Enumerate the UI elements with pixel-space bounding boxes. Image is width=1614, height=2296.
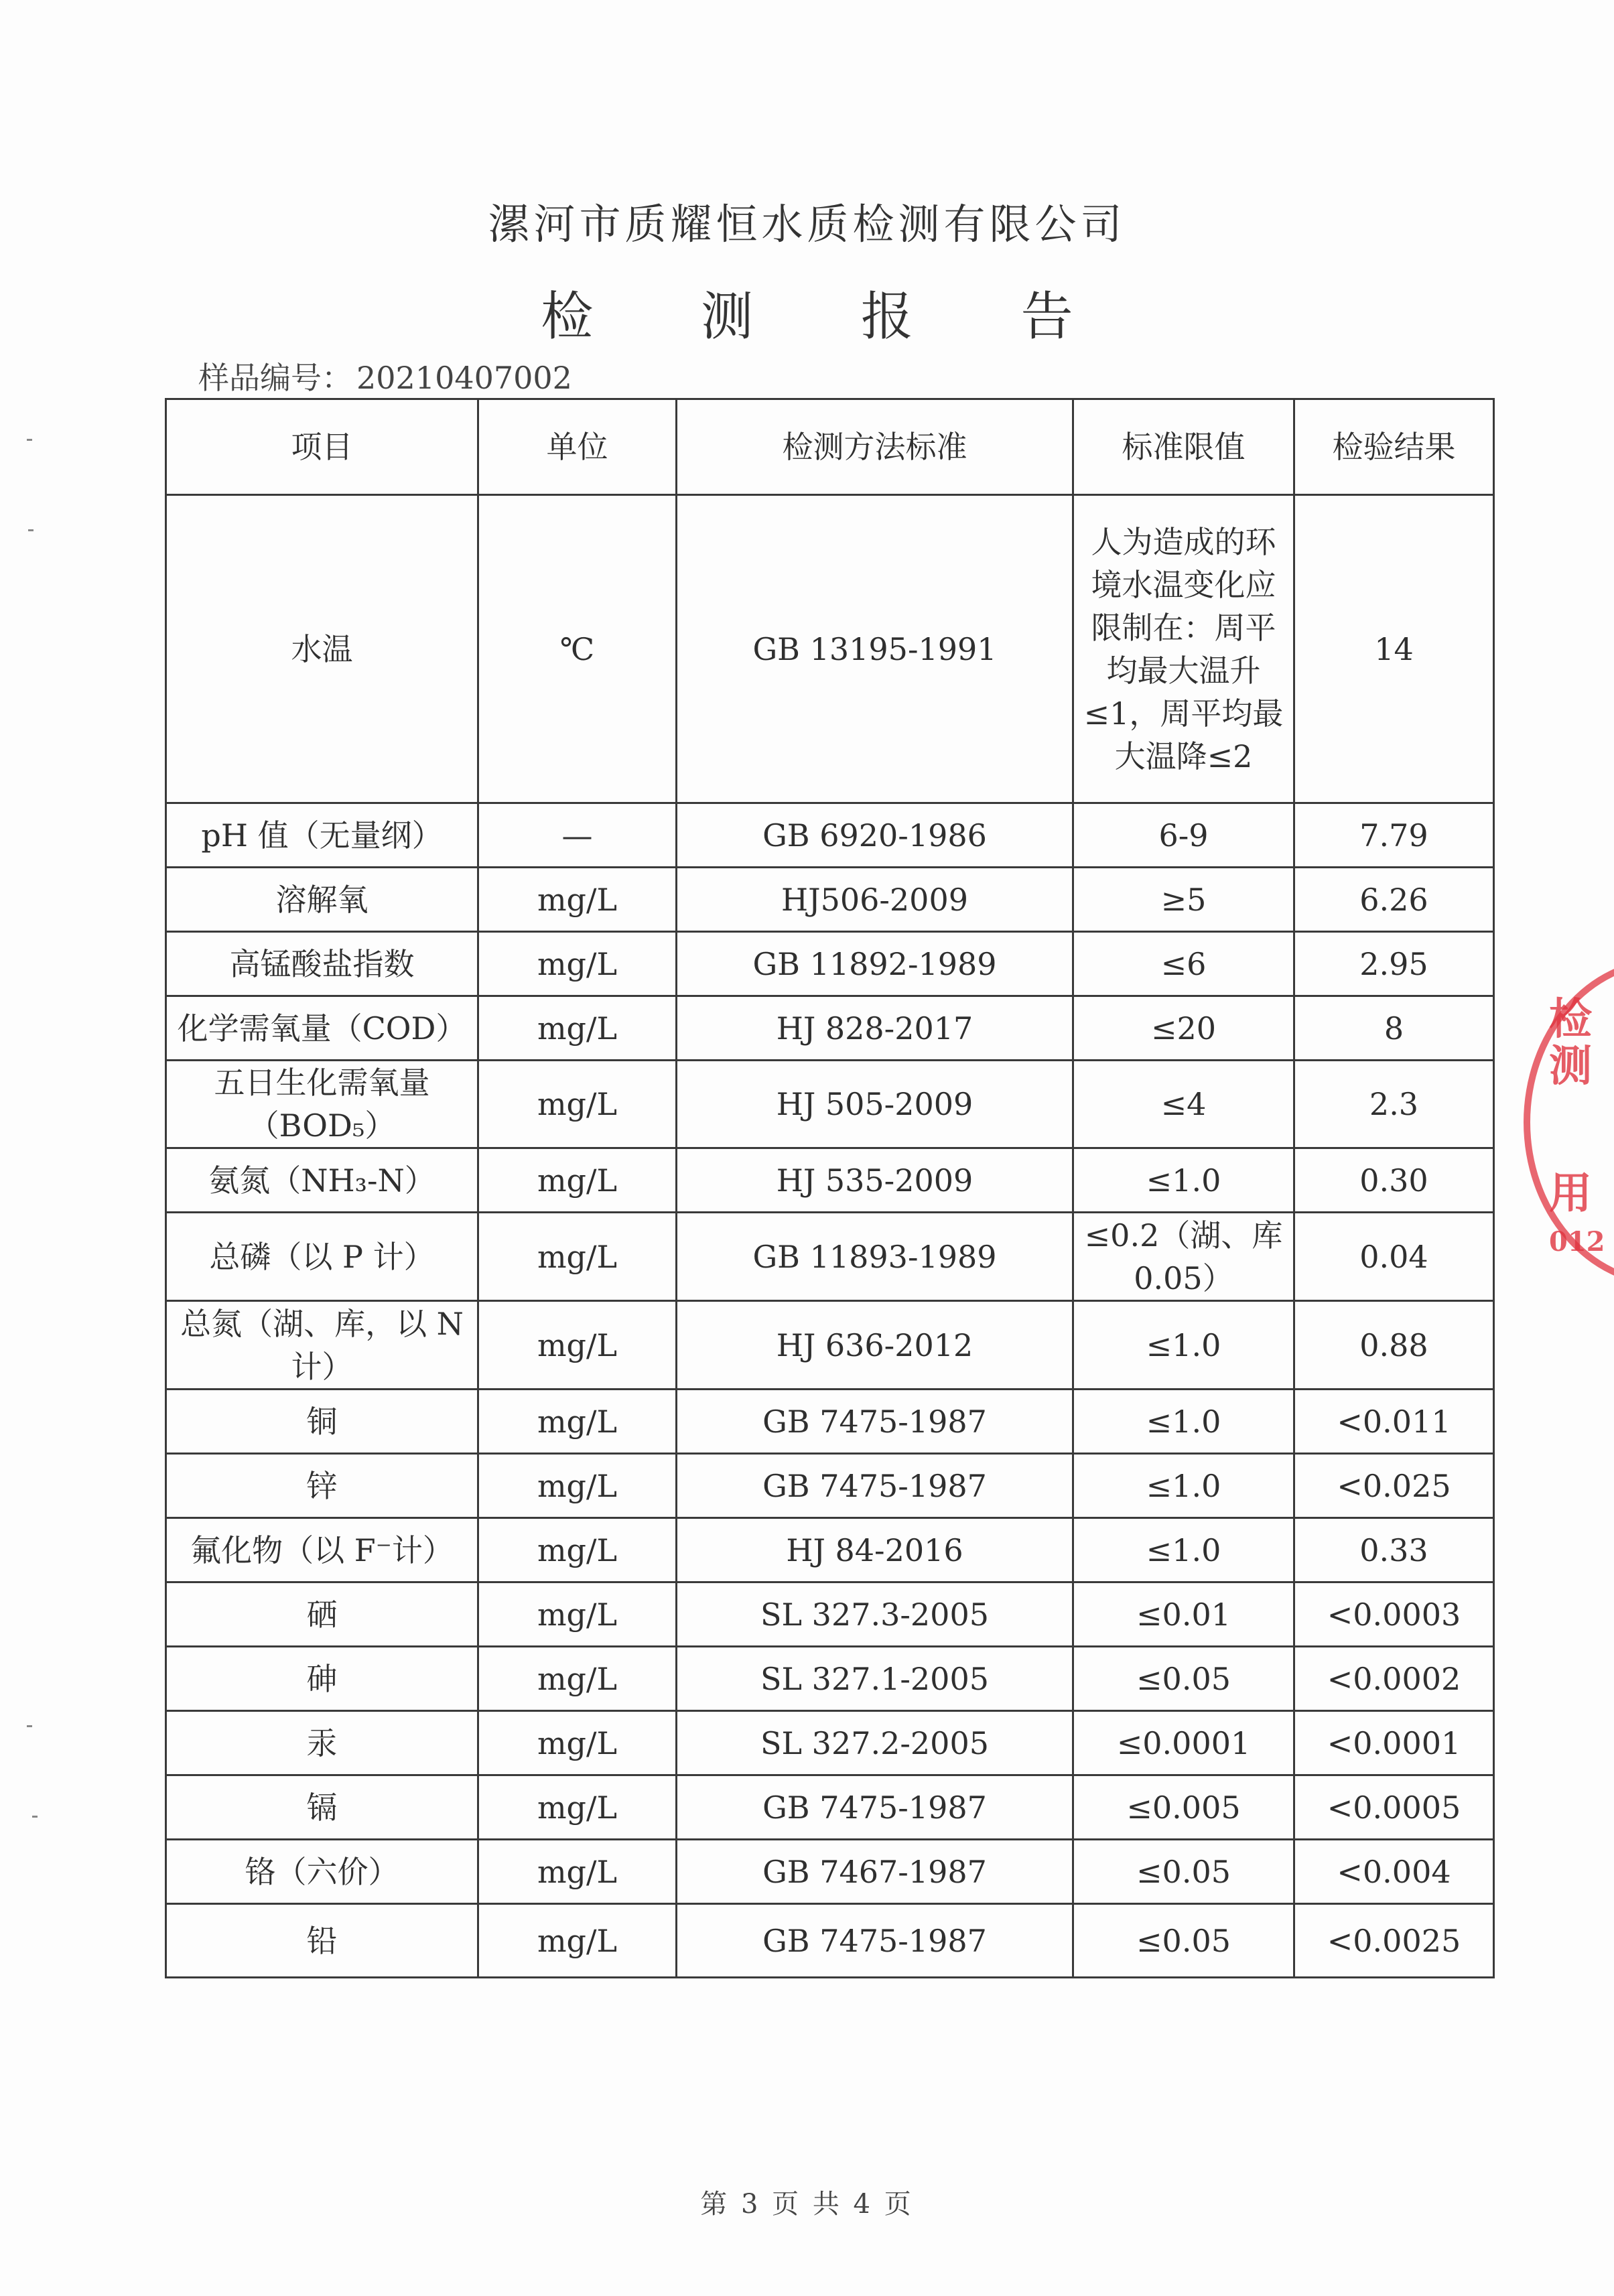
- table-body: [166, 495, 1494, 1978]
- cell-limit: ≤6: [1073, 932, 1294, 996]
- cell-method: GB 11892-1989: [677, 932, 1073, 996]
- cell-item: 铅: [166, 1904, 478, 1978]
- cell-limit: ≤0.05: [1073, 1647, 1294, 1711]
- cell-result: 0.04: [1294, 1213, 1494, 1301]
- cell-unit: mg/L: [478, 1711, 677, 1775]
- cell-method: GB 13195-1991: [677, 495, 1073, 803]
- cell-limit: 6-9: [1073, 803, 1294, 868]
- seal-text-4: 012: [1549, 1226, 1605, 1258]
- table-row: [166, 1213, 1494, 1301]
- cell-method: SL 327.3-2005: [677, 1582, 1073, 1647]
- col-header-result: 检验结果: [1294, 399, 1494, 495]
- cell-result: <0.0002: [1294, 1647, 1494, 1711]
- cell-item: 氨氮（NH₃-N）: [166, 1148, 478, 1213]
- cell-result: 6.26: [1294, 868, 1494, 932]
- table-row: [166, 1301, 1494, 1390]
- seal-text-1: 检: [1549, 994, 1592, 1044]
- table-row: [166, 1711, 1494, 1775]
- cell-unit: mg/L: [478, 1148, 677, 1213]
- sample-value: 20210407002: [356, 360, 572, 396]
- cell-result: <0.0025: [1294, 1904, 1494, 1978]
- cell-limit: ≤0.05: [1073, 1904, 1294, 1978]
- red-seal-stamp: [1524, 958, 1614, 1286]
- cell-result: 0.88: [1294, 1301, 1494, 1390]
- cell-item: 锌: [166, 1454, 478, 1518]
- cell-unit: mg/L: [478, 996, 677, 1061]
- cell-unit: mg/L: [478, 1390, 677, 1454]
- cell-unit: mg/L: [478, 1647, 677, 1711]
- table-row: [166, 495, 1494, 803]
- cell-result: 2.95: [1294, 932, 1494, 996]
- cell-unit: mg/L: [478, 1301, 677, 1390]
- cell-unit: mg/L: [478, 1904, 677, 1978]
- cell-item: 镉: [166, 1775, 478, 1840]
- table-row: [166, 1518, 1494, 1582]
- cell-limit: ≤1.0: [1073, 1148, 1294, 1213]
- cell-unit: mg/L: [478, 932, 677, 996]
- cell-limit: ≤0.005: [1073, 1775, 1294, 1840]
- cell-result: 8: [1294, 996, 1494, 1061]
- cell-method: GB 6920-1986: [677, 803, 1073, 868]
- results-table: [165, 398, 1495, 1978]
- cell-limit: ≤4: [1073, 1061, 1294, 1148]
- seal-text-2: 测: [1549, 1041, 1592, 1091]
- cell-unit: mg/L: [478, 1213, 677, 1301]
- cell-result: <0.025: [1294, 1454, 1494, 1518]
- cell-result: 14: [1294, 495, 1494, 803]
- table-row: [166, 1061, 1494, 1148]
- cell-result: 0.30: [1294, 1148, 1494, 1213]
- cell-item: 硒: [166, 1582, 478, 1647]
- cell-method: SL 327.2-2005: [677, 1711, 1073, 1775]
- table-row: [166, 1390, 1494, 1454]
- cell-result: <0.0001: [1294, 1711, 1494, 1775]
- sample-label: 样品编号：: [198, 360, 352, 396]
- scan-mark: [27, 439, 32, 441]
- cell-unit: mg/L: [478, 1454, 677, 1518]
- table-header-row: [166, 399, 1494, 495]
- cell-result: 2.3: [1294, 1061, 1494, 1148]
- cell-item: 汞: [166, 1711, 478, 1775]
- cell-unit: mg/L: [478, 1061, 677, 1148]
- cell-item: 总磷（以 P 计）: [166, 1213, 478, 1301]
- cell-unit: mg/L: [478, 1840, 677, 1904]
- cell-limit: 人为造成的环境水温变化应限制在：周平均最大温升≤1，周平均最大温降≤2: [1073, 495, 1294, 803]
- report-title: 检 测 报 告: [541, 287, 1119, 347]
- cell-limit: ≤0.0001: [1073, 1711, 1294, 1775]
- cell-limit: ≤0.01: [1073, 1582, 1294, 1647]
- col-header-method: 检测方法标准: [677, 399, 1073, 495]
- cell-method: HJ 535-2009: [677, 1148, 1073, 1213]
- cell-limit: ≤0.05: [1073, 1840, 1294, 1904]
- cell-method: HJ 828-2017: [677, 996, 1073, 1061]
- cell-result: <0.011: [1294, 1390, 1494, 1454]
- table-row: [166, 1582, 1494, 1647]
- cell-unit: mg/L: [478, 1582, 677, 1647]
- cell-item: 溶解氧: [166, 868, 478, 932]
- cell-limit: ≤1.0: [1073, 1454, 1294, 1518]
- sample-number: [194, 354, 572, 398]
- company-name: 漯河市质耀恒水质检测有限公司: [488, 200, 1126, 249]
- cell-method: GB 7467-1987: [677, 1840, 1073, 1904]
- table-row: [166, 996, 1494, 1061]
- scan-mark: [27, 1725, 32, 1727]
- table-row: [166, 932, 1494, 996]
- table-row: [166, 1840, 1494, 1904]
- cell-item: 铜: [166, 1390, 478, 1454]
- cell-method: SL 327.1-2005: [677, 1647, 1073, 1711]
- cell-limit: ≤1.0: [1073, 1518, 1294, 1582]
- cell-limit: ≥5: [1073, 868, 1294, 932]
- col-header-unit: 单位: [478, 399, 677, 495]
- cell-method: GB 11893-1989: [677, 1213, 1073, 1301]
- cell-method: HJ 505-2009: [677, 1061, 1073, 1148]
- cell-item: 氟化物（以 F⁻计）: [166, 1518, 478, 1582]
- cell-item: 铬（六价）: [166, 1840, 478, 1904]
- table-row: [166, 803, 1494, 868]
- cell-limit: ≤0.2（湖、库 0.05）: [1073, 1213, 1294, 1301]
- table-row: [166, 1904, 1494, 1978]
- cell-unit: mg/L: [478, 1775, 677, 1840]
- table-row: [166, 1775, 1494, 1840]
- col-header-item: 项目: [166, 399, 478, 495]
- cell-result: 0.33: [1294, 1518, 1494, 1582]
- cell-item: 高锰酸盐指数: [166, 932, 478, 996]
- cell-unit: mg/L: [478, 868, 677, 932]
- page-footer: 第 3 页 共 4 页: [700, 2189, 914, 2220]
- cell-limit: ≤20: [1073, 996, 1294, 1061]
- cell-result: 7.79: [1294, 803, 1494, 868]
- cell-unit: mg/L: [478, 1518, 677, 1582]
- cell-method: GB 7475-1987: [677, 1904, 1073, 1978]
- seal-text-3: 用: [1549, 1168, 1592, 1219]
- table-row: [166, 1148, 1494, 1213]
- cell-method: GB 7475-1987: [677, 1390, 1073, 1454]
- cell-method: HJ506-2009: [677, 868, 1073, 932]
- cell-item: 总氮（湖、库，以 N 计）: [166, 1301, 478, 1390]
- table-row: [166, 868, 1494, 932]
- table-row: [166, 1454, 1494, 1518]
- cell-item: 五日生化需氧量（BOD₅）: [166, 1061, 478, 1148]
- cell-item: 水温: [166, 495, 478, 803]
- scan-mark: [28, 529, 33, 531]
- cell-limit: ≤1.0: [1073, 1390, 1294, 1454]
- cell-result: <0.0005: [1294, 1775, 1494, 1840]
- table-row: [166, 1647, 1494, 1711]
- col-header-limit: 标准限值: [1073, 399, 1294, 495]
- cell-result: <0.004: [1294, 1840, 1494, 1904]
- cell-unit: —: [478, 803, 677, 868]
- cell-item: 砷: [166, 1647, 478, 1711]
- cell-method: GB 7475-1987: [677, 1775, 1073, 1840]
- cell-result: <0.0003: [1294, 1582, 1494, 1647]
- cell-method: HJ 84-2016: [677, 1518, 1073, 1582]
- cell-unit: ℃: [478, 495, 677, 803]
- cell-item: 化学需氧量（COD）: [166, 996, 478, 1061]
- cell-method: HJ 636-2012: [677, 1301, 1073, 1390]
- scan-mark: [32, 1816, 38, 1818]
- cell-limit: ≤1.0: [1073, 1301, 1294, 1390]
- cell-method: GB 7475-1987: [677, 1454, 1073, 1518]
- cell-item: pH 值（无量纲）: [166, 803, 478, 868]
